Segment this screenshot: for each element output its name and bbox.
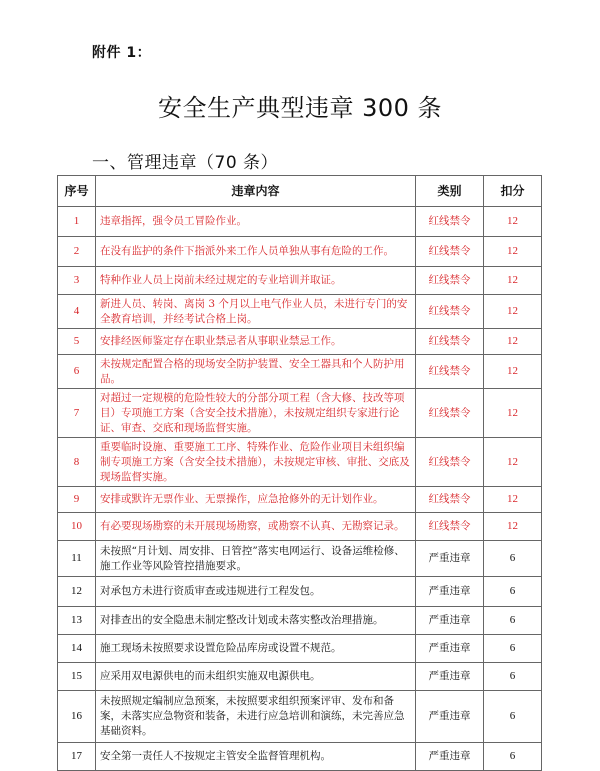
row-num: 13 (58, 607, 96, 635)
row-content: 新进人员、转岗、离岗 3 个月以上电气作业人员，未进行专门的安全教育培训，并经考试合格上岗。 (96, 295, 416, 329)
row-category: 严重违章 (416, 541, 484, 577)
table-row (58, 487, 542, 513)
row-points: 6 (484, 541, 542, 577)
row-num: 17 (58, 743, 96, 771)
row-category: 红线禁令 (416, 438, 484, 487)
row-category: 严重违章 (416, 743, 484, 771)
row-category: 红线禁令 (416, 487, 484, 513)
table-row (58, 577, 542, 607)
row-points: 12 (484, 237, 542, 267)
table-row (58, 663, 542, 691)
row-category: 红线禁令 (416, 207, 484, 237)
row-category: 红线禁令 (416, 237, 484, 267)
table-row (58, 355, 542, 389)
table-row (58, 541, 542, 577)
row-category: 严重违章 (416, 663, 484, 691)
row-num: 14 (58, 635, 96, 663)
row-content: 应采用双电源供电的而未组织实施双电源供电。 (96, 663, 416, 691)
row-content: 对排查出的安全隐患未制定整改计划或未落实整改治理措施。 (96, 607, 416, 635)
row-points: 6 (484, 743, 542, 771)
row-points: 12 (484, 355, 542, 389)
table-row (58, 607, 542, 635)
table-row (58, 438, 542, 487)
table-row (58, 513, 542, 541)
header-num: 序号 (58, 176, 96, 207)
row-num: 7 (58, 389, 96, 438)
attachment-label: 附件 1： (92, 45, 152, 61)
row-category: 红线禁令 (416, 513, 484, 541)
row-points: 6 (484, 577, 542, 607)
table-row (58, 743, 542, 771)
row-content: 对超过一定规模的危险性较大的分部分项工程（含大修、技改等项目）专项施工方案（含安全技术措施），未按规定组织专家进行论证、审查、交底和现场监督实施。 (96, 389, 416, 438)
row-content: 安排或默许无票作业、无票操作，应急抢修外的无计划作业。 (96, 487, 416, 513)
table-header-row (58, 176, 542, 207)
row-content: 有必要现场勘察的未开展现场勘察，或勘察不认真、无勘察记录。 (96, 513, 416, 541)
row-points: 12 (484, 329, 542, 355)
row-num: 15 (58, 663, 96, 691)
row-category: 红线禁令 (416, 329, 484, 355)
row-content: 对承包方未进行资质审查或违规进行工程发包。 (96, 577, 416, 607)
row-content: 未按照“月计划、周安排、日管控”落实电网运行、设备运维检修、施工作业等风险管控措施要求。 (96, 541, 416, 577)
row-num: 8 (58, 438, 96, 487)
row-num: 2 (58, 237, 96, 267)
row-content: 未按规定配置合格的现场安全防护装置、安全工器具和个人防护用品。 (96, 355, 416, 389)
row-points: 6 (484, 691, 542, 743)
row-content: 安排经医师鉴定存在职业禁忌者从事职业禁忌工作。 (96, 329, 416, 355)
row-content: 在没有监护的条件下指派外来工作人员单独从事有危险的工作。 (96, 237, 416, 267)
table-row (58, 295, 542, 329)
row-category: 红线禁令 (416, 267, 484, 295)
row-num: 12 (58, 577, 96, 607)
row-content: 违章指挥，强令员工冒险作业。 (96, 207, 416, 237)
row-num: 4 (58, 295, 96, 329)
header-points: 扣分 (484, 176, 542, 207)
row-category: 严重违章 (416, 691, 484, 743)
row-num: 3 (58, 267, 96, 295)
row-content: 施工现场未按照要求设置危险品库房或设置不规范。 (96, 635, 416, 663)
row-content: 安全第一责任人不按规定主管安全监督管理机构。 (96, 743, 416, 771)
violations-table (57, 175, 542, 771)
table-row (58, 389, 542, 438)
table-row (58, 691, 542, 743)
row-points: 12 (484, 513, 542, 541)
row-points: 12 (484, 389, 542, 438)
row-content: 特种作业人员上岗前未经过规定的专业培训并取证。 (96, 267, 416, 295)
row-num: 5 (58, 329, 96, 355)
row-points: 12 (484, 487, 542, 513)
section-title: 一、管理违章（70 条） (92, 153, 279, 173)
row-content: 未按照规定编制应急预案，未按照要求组织预案评审、发布和备案，未落实应急物资和装备，未进行应急培训和演练，未完善应急基础资料。 (96, 691, 416, 743)
row-num: 6 (58, 355, 96, 389)
row-content: 重要临时设施、重要施工工序、特殊作业、危险作业项目未组织编制专项施工方案（含安全技术措施），未按规定审核、审批、交底及现场监督实施。 (96, 438, 416, 487)
row-points: 6 (484, 635, 542, 663)
row-category: 严重违章 (416, 607, 484, 635)
row-num: 10 (58, 513, 96, 541)
header-content: 违章内容 (96, 176, 416, 207)
row-points: 12 (484, 438, 542, 487)
table-row (58, 635, 542, 663)
row-category: 红线禁令 (416, 295, 484, 329)
row-category: 严重违章 (416, 635, 484, 663)
row-category: 红线禁令 (416, 389, 484, 438)
row-points: 12 (484, 267, 542, 295)
row-points: 6 (484, 663, 542, 691)
row-points: 12 (484, 295, 542, 329)
row-num: 9 (58, 487, 96, 513)
header-category: 类别 (416, 176, 484, 207)
table-row (58, 267, 542, 295)
table-row (58, 329, 542, 355)
row-points: 6 (484, 607, 542, 635)
row-points: 12 (484, 207, 542, 237)
row-category: 严重违章 (416, 577, 484, 607)
table-row (58, 237, 542, 267)
row-num: 16 (58, 691, 96, 743)
table-row (58, 207, 542, 237)
row-num: 1 (58, 207, 96, 237)
row-num: 11 (58, 541, 96, 577)
row-category: 红线禁令 (416, 355, 484, 389)
document-title: 安全生产典型违章 300 条 (157, 94, 443, 122)
